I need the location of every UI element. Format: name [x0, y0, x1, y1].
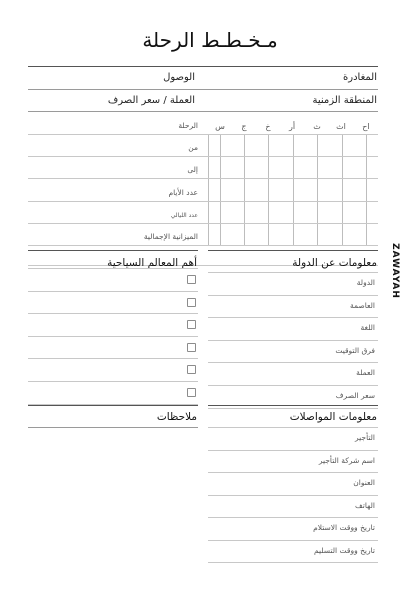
landmark-checkbox[interactable]	[187, 343, 196, 352]
country-info-row-label: سعر الصرف	[335, 391, 375, 400]
row-line	[208, 272, 378, 273]
country-info-row-label: فرق التوقيت	[335, 345, 375, 355]
row-line	[208, 408, 378, 409]
day-header: ج	[241, 122, 247, 131]
landmark-checkbox[interactable]	[187, 365, 196, 374]
departure-label: المغادرة	[343, 72, 377, 83]
grid-column-line	[208, 134, 209, 245]
divider	[28, 66, 378, 67]
transport-info-heading: معلومات المواصلات	[289, 411, 377, 423]
row-line	[208, 362, 378, 363]
grid-row-line	[28, 134, 378, 135]
row-line	[208, 450, 378, 451]
day-header: خ	[265, 122, 271, 131]
day-header: أر	[288, 122, 296, 131]
itinerary-row-label: الرحلة	[178, 121, 198, 130]
landmark-checkbox[interactable]	[187, 298, 196, 307]
divider	[28, 405, 198, 406]
divider	[28, 111, 378, 112]
row-line	[28, 291, 198, 292]
grid-row-line	[28, 223, 378, 224]
brand-logo	[383, 240, 407, 302]
brand-logo-text: ZAWAYAH	[390, 243, 400, 299]
divider	[28, 89, 378, 90]
row-line	[28, 358, 198, 359]
grid-column-line	[317, 134, 318, 245]
country-info-row-label: الدولة	[356, 278, 375, 287]
country-info-heading: معلومات عن الدولة	[292, 257, 377, 269]
notes-line	[28, 427, 198, 428]
day-header: اح	[362, 122, 370, 131]
grid-column-line	[268, 134, 269, 245]
grid-column-line	[244, 134, 245, 245]
itinerary-row-label: عدد الأيام	[168, 187, 198, 197]
timezone-label: المنطقة الزمنية	[312, 95, 377, 106]
country-info-row-label: العاصمة	[350, 300, 375, 310]
row-line	[208, 495, 378, 496]
row-line	[208, 540, 378, 541]
itinerary-row-label: إلى	[187, 165, 198, 175]
row-line	[28, 313, 198, 314]
grid-row-line	[28, 178, 378, 179]
grid-row-line	[28, 156, 378, 157]
row-line	[208, 517, 378, 518]
itinerary-row-label: من	[188, 143, 198, 153]
landmark-checkbox[interactable]	[187, 388, 196, 397]
transport-row-label: الهاتف	[355, 500, 375, 510]
day-header: اث	[336, 122, 346, 131]
row-line	[208, 317, 378, 318]
country-info-row-label: اللغة	[360, 323, 375, 333]
transport-row-label: التأجير	[355, 433, 375, 442]
grid-column-line	[293, 134, 294, 245]
row-line	[28, 381, 198, 382]
row-line	[28, 268, 198, 269]
divider	[208, 405, 378, 406]
divider	[28, 250, 198, 251]
transport-row-label: تاريخ ووقت الاستلام	[313, 523, 375, 532]
transport-row-label: تاريخ ووقت التسليم	[314, 545, 375, 555]
grid-column-line	[220, 134, 221, 245]
transport-row-label: اسم شركة التأجير	[318, 455, 375, 465]
day-header: س	[215, 122, 225, 131]
row-line	[208, 385, 378, 386]
page-title: مـخـطـط الرحلة	[142, 28, 278, 52]
row-line	[28, 336, 198, 337]
grid-row-line	[28, 245, 378, 246]
itinerary-row-label: عدد الليالي	[170, 211, 198, 219]
landmark-checkbox[interactable]	[187, 320, 196, 329]
transport-row-label: العنوان	[353, 478, 375, 487]
country-info-row-label: العملة	[356, 368, 375, 378]
arrival-label: الوصول	[163, 72, 195, 83]
landmarks-heading: أهم المعالم السياحية	[107, 257, 197, 269]
grid-row-line	[28, 201, 378, 202]
currency-rate-label: العملة / سعر الصرف	[107, 95, 195, 106]
notes-heading: ملاحظات	[156, 411, 197, 423]
grid-column-line	[342, 134, 343, 245]
divider	[208, 250, 378, 251]
grid-column-line	[366, 134, 367, 245]
day-header: ث	[313, 122, 321, 131]
row-line	[208, 472, 378, 473]
landmark-checkbox[interactable]	[187, 275, 196, 284]
row-line	[208, 427, 378, 428]
itinerary-row-label: الميزانية الإجمالية	[143, 232, 198, 241]
row-line	[208, 562, 378, 563]
row-line	[208, 295, 378, 296]
row-line	[208, 340, 378, 341]
